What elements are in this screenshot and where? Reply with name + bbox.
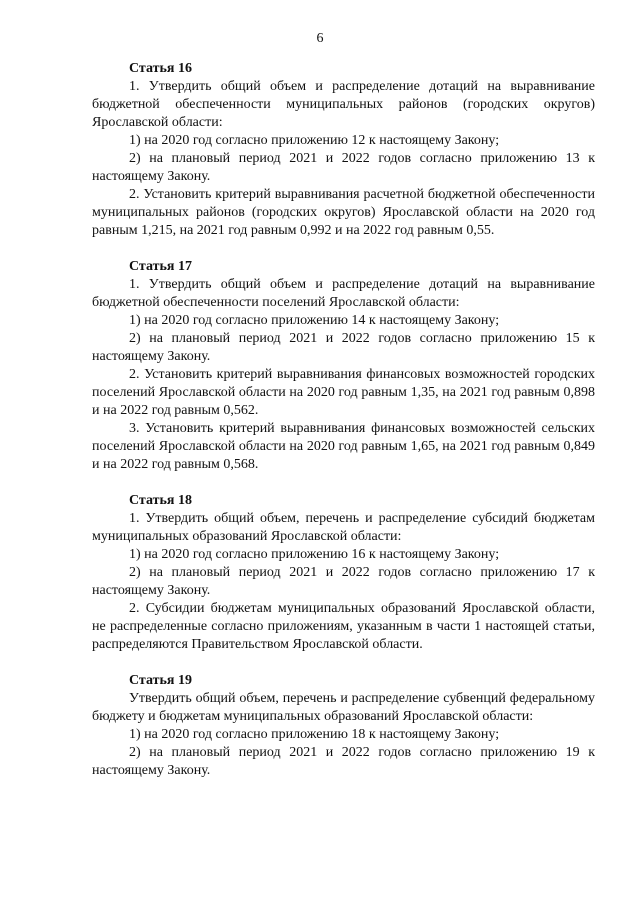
page-number: 6 [316,31,324,46]
article-18 [92,492,595,654]
article-title: Статья 18 [129,493,192,508]
article-paragraph: 2) на плановый период 2021 и 2022 годов согласно приложению 13 к настоящему Закону. [92,151,595,184]
article-paragraph: 1) на 2020 год согласно приложению 14 к настоящему Закону; [129,313,500,328]
article-paragraph: 2. Субсидии бюджетам муниципальных образований Ярославской области, не распределенные согласно приложениям, указанным в части 1 настоящей статьи, распределяются Правительством Ярославской области. [92,601,595,652]
document-body [92,60,595,780]
article-17 [92,258,595,474]
article-paragraph: 1. Утвердить общий объем и распределение дотаций на выравнивание бюджетной обеспеченности муниципальных районов (городских округов) Ярославской области: [92,79,595,130]
article-title: Статья 17 [129,259,192,274]
article-paragraph: 2. Установить критерий выравнивания расчетной бюджетной обеспеченности муниципальных районов (городских округов) Ярославской области на 2020 год равным 1,215, на 2021 год равным 0,992 и на 2022 год равным 0,55. [92,187,595,238]
article-paragraph: 1) на 2020 год согласно приложению 18 к настоящему Закону; [129,727,500,742]
article-paragraph: 2. Установить критерий выравнивания финансовых возможностей городских поселений Ярославской области на 2020 год равным 1,35, на 2021 год равным 0,898 и на 2022 год равным 0,562. [92,367,595,418]
article-paragraph: 2) на плановый период 2021 и 2022 годов согласно приложению 19 к настоящему Закону. [92,745,595,778]
article-title: Статья 16 [129,61,192,76]
article-paragraph: 1. Утвердить общий объем, перечень и распределение субсидий бюджетам муниципальных образований Ярославской области: [92,511,595,544]
article-title: Статья 19 [129,673,192,688]
article-19 [92,672,595,780]
article-16 [92,60,595,240]
article-paragraph: 2) на плановый период 2021 и 2022 годов согласно приложению 17 к настоящему Закону. [92,565,595,598]
article-paragraph: 2) на плановый период 2021 и 2022 годов согласно приложению 15 к настоящему Закону. [92,331,595,364]
article-paragraph: 1) на 2020 год согласно приложению 16 к настоящему Закону; [129,547,500,562]
article-paragraph: 1. Утвердить общий объем и распределение дотаций на выравнивание бюджетной обеспеченности поселений Ярославской области: [92,277,595,310]
article-paragraph: Утвердить общий объем, перечень и распределение субвенций федеральному бюджету и бюджетам муниципальных образований Ярославской области: [92,691,595,724]
article-paragraph: 1) на 2020 год согласно приложению 12 к настоящему Закону; [129,133,500,148]
article-paragraph: 3. Установить критерий выравнивания финансовых возможностей сельских поселений Ярославской области на 2020 год равным 1,65, на 2021 год равным 0,849 и на 2022 год равным 0,568. [92,421,595,472]
